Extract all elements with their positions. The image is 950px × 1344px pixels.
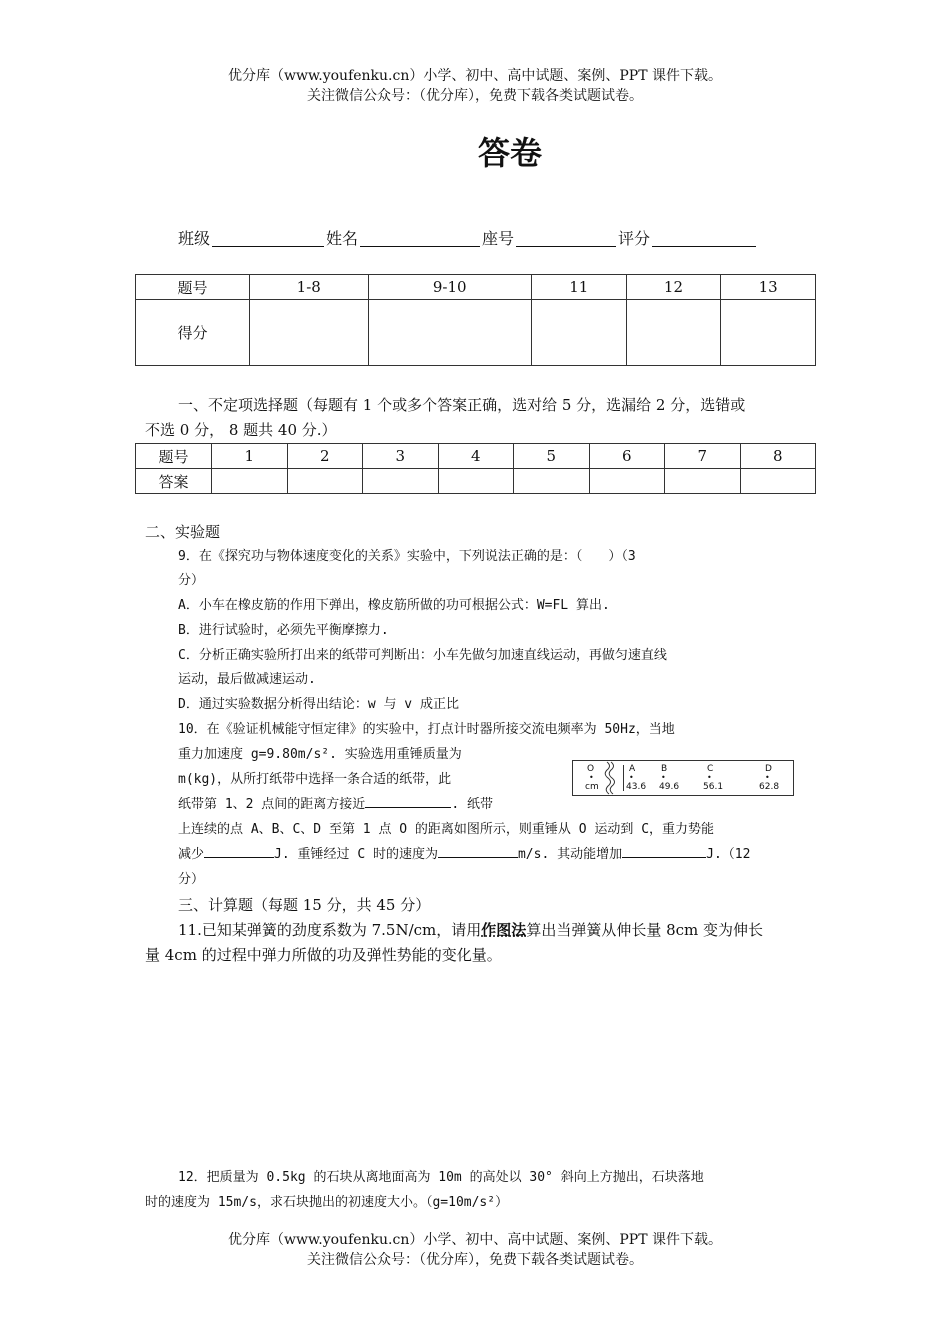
- score-cell[interactable]: [250, 300, 369, 366]
- q9-option-a: A．小车在橡皮筋的作用下弹出，橡皮筋所做的功可根据公式：W=FL 算出.: [178, 598, 610, 613]
- tape-zero-line: [623, 765, 624, 791]
- answer-table-col: 5: [514, 444, 590, 469]
- student-info-fields: [178, 226, 758, 249]
- q10-line6-text-d: J.（12: [706, 847, 751, 862]
- q10-line6-text-b: J. 重锤经过 C 时的速度为: [274, 847, 438, 862]
- q10-line3: m(kg)，从所打纸带中选择一条合适的纸带，此: [178, 772, 452, 787]
- q11-line1-end: 算出当弹簧从伸长量 8cm 变为伸长: [526, 921, 764, 939]
- name-field[interactable]: [360, 230, 480, 247]
- tape-value-c: 56.1: [703, 782, 724, 792]
- answer-table-col: 2: [287, 444, 363, 469]
- q10-line6-text-a: 减少: [178, 847, 205, 862]
- tape-value-a: 43.6: [626, 782, 647, 792]
- score-table: [135, 274, 816, 366]
- answer-cell[interactable]: [740, 469, 816, 494]
- score-table-row-label: 得分: [136, 300, 250, 366]
- q10-line1: 10．在《验证机械能守恒定律》的实验中，打点计时器所接交流电频率为 50Hz，当地: [178, 722, 675, 737]
- answer-cell[interactable]: [589, 469, 665, 494]
- q9-option-c-line2: 运动，最后做减速运动.: [178, 672, 316, 687]
- q11-emphasis: 作图法: [481, 921, 527, 939]
- q11-line1: [178, 918, 763, 942]
- q10-line7: 分）: [178, 872, 205, 887]
- section3-heading: 三、计算题（每题 15 分，共 45 分）: [178, 896, 431, 914]
- q10-line6: [178, 843, 750, 867]
- answer-cell[interactable]: [438, 469, 514, 494]
- score-cell[interactable]: [531, 300, 626, 366]
- score-table-col: 13: [721, 275, 816, 300]
- q10-blank-kinetic-energy[interactable]: [622, 843, 706, 858]
- class-label: 班级: [178, 229, 211, 248]
- tape-dot: •: [707, 773, 712, 782]
- score-field[interactable]: [652, 230, 756, 247]
- page-title: 答卷: [477, 134, 542, 172]
- answer-table-col: 4: [438, 444, 514, 469]
- tape-dot: •: [661, 773, 666, 782]
- paper-tape-figure: [572, 760, 794, 796]
- q10-line2: 重力加速度 g=9.80m/s². 实验选用重锤质量为: [178, 747, 462, 762]
- q9-option-b: B．进行试验时，必须先平衡摩擦力.: [178, 623, 389, 638]
- q10-line6-text-c: m/s. 其动能增加: [517, 847, 623, 862]
- q10-line4: [178, 793, 493, 817]
- seat-field[interactable]: [516, 230, 616, 247]
- tape-point-b: B: [661, 764, 668, 774]
- answer-cell[interactable]: [665, 469, 741, 494]
- score-cell[interactable]: [626, 300, 721, 366]
- tape-point-a: A: [629, 764, 636, 774]
- score-table-col: 1-8: [250, 275, 369, 300]
- answer-table-header-label: 题号: [136, 444, 212, 469]
- seat-label: 座号: [482, 229, 515, 248]
- page-footer-line1: 优分库（www.youfenku.cn）小学、初中、高中试题、案例、PPT 课件下载。: [227, 1232, 722, 1248]
- tape-value-b: 49.6: [659, 782, 680, 792]
- page-footer-line2: 关注微信公众号：（优分库），免费下载各类试题试卷。: [307, 1252, 643, 1268]
- tape-dot: •: [765, 773, 770, 782]
- answer-table: [135, 443, 816, 494]
- score-label: 评分: [618, 229, 651, 248]
- class-field[interactable]: [212, 230, 324, 247]
- section1-text-line2: 不选 0 分， 8 题共 40 分.）: [145, 421, 337, 439]
- q9-line1: 9．在《探究功与物体速度变化的关系》实验中，下列说法正确的是：（ ）（3: [178, 549, 636, 564]
- score-cell[interactable]: [368, 300, 531, 366]
- tape-point-d: D: [765, 764, 772, 774]
- tape-dot: •: [589, 773, 594, 782]
- answer-table-col: 3: [363, 444, 439, 469]
- q10-blank-velocity[interactable]: [438, 843, 518, 858]
- section1-text-line1: 一、不定项选择题（每题有 1 个或多个答案正确，选对给 5 分，选漏给 2 分，选错或: [178, 396, 746, 414]
- answer-table-row-label: 答案: [136, 469, 212, 494]
- tape-point-o: O: [587, 764, 595, 774]
- section2-heading: 二、实验题: [145, 523, 221, 541]
- q9-line2: 分）: [178, 573, 205, 588]
- q11-line2: 量 4cm 的过程中弹力所做的功及弹性势能的变化量。: [145, 946, 502, 964]
- score-table-col: 9-10: [368, 275, 531, 300]
- q10-line5: 上连续的点 A、B、C、D 至第 1 点 O 的距离如图所示，则重锤从 O 运动到 C，重力势能: [178, 822, 715, 837]
- tape-value-d: 62.8: [759, 782, 780, 792]
- name-label: 姓名: [326, 229, 359, 248]
- answer-cell[interactable]: [363, 469, 439, 494]
- answer-table-col: 7: [665, 444, 741, 469]
- score-table-header-label: 题号: [136, 275, 250, 300]
- tape-dot: •: [629, 773, 634, 782]
- q9-option-c-line1: C．分析正确实验所打出来的纸带可判断出：小车先做匀加速直线运动，再做匀速直线: [178, 648, 667, 663]
- tape-unit-label: cm: [585, 782, 599, 792]
- answer-cell[interactable]: [287, 469, 363, 494]
- answer-table-col: 8: [740, 444, 816, 469]
- score-cell[interactable]: [721, 300, 816, 366]
- q10-blank-potential-energy[interactable]: [204, 843, 274, 858]
- q12-line2: 时的速度为 15m/s，求石块抛出的初速度大小。（g=10m/s²）: [145, 1195, 509, 1210]
- q10-line4-end: . 纸带: [451, 797, 493, 812]
- answer-cell[interactable]: [212, 469, 288, 494]
- q10-blank-distance[interactable]: [365, 793, 451, 808]
- answer-table-col: 6: [589, 444, 665, 469]
- tape-point-c: C: [707, 764, 714, 774]
- page-header-line1: 优分库（www.youfenku.cn）小学、初中、高中试题、案例、PPT 课件下载。: [227, 68, 722, 84]
- answer-table-col: 1: [212, 444, 288, 469]
- answer-cell[interactable]: [514, 469, 590, 494]
- page-header-line2: 关注微信公众号：（优分库），免费下载各类试题试卷。: [307, 88, 643, 104]
- score-table-col: 11: [531, 275, 626, 300]
- q9-option-d: D．通过实验数据分析得出结论：w 与 v 成正比: [178, 697, 459, 712]
- tape-break-mark: [603, 761, 617, 795]
- score-table-col: 12: [626, 275, 721, 300]
- q12-line1: 12．把质量为 0.5kg 的石块从离地面高为 10m 的高处以 30° 斜向上方抛出，石块落地: [178, 1170, 704, 1185]
- q10-line4-text: 纸带第 1、2 点间的距离方接近: [178, 797, 366, 812]
- q11-line1-start: 11.已知某弹簧的劲度系数为 7.5N/cm，请用: [178, 921, 482, 939]
